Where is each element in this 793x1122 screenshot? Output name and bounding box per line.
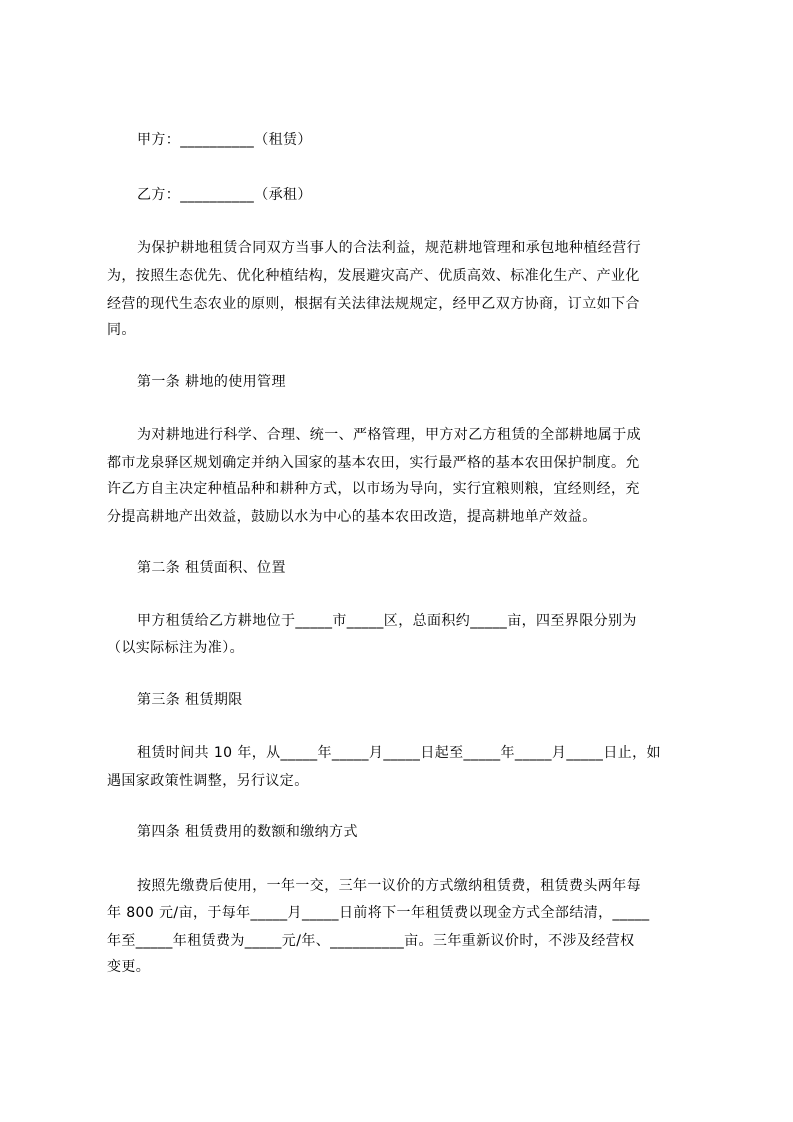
article-2-line: 甲方租赁给乙方耕地位于_____市_____区，总面积约_____亩，四至界限分别为	[137, 613, 637, 629]
article-1-line: 许乙方自主决定种植品种和耕种方式，以市场为导向，实行宜粮则粮，宜经则经，充	[107, 481, 640, 497]
article-4-heading: 第四条 租赁费用的数额和缴纳方式	[137, 824, 358, 840]
article-4-line: 年至_____年租赁费为_____元/年、__________亩。三年重新议价时，不涉及经营权	[107, 933, 635, 949]
article-1-line: 分提高耕地产出效益，鼓励以水为中心的基本农田改造，提高耕地单产效益。	[107, 509, 597, 525]
preamble-line: 经营的现代生态农业的原则，根据有关法律法规规定，经甲乙双方协商，订立如下合	[107, 296, 640, 312]
article-4-line: 按照先缴费后使用，一年一交，三年一议价的方式缴纳租赁费，租赁费头两年每	[137, 878, 641, 894]
article-3-line: 租赁时间共 10 年，从_____年_____月_____日起至_____年_____月_____日止，如	[137, 745, 661, 761]
preamble-line: 为保护耕地租赁合同双方当事人的合法利益，规范耕地管理和承包地种植经营行	[137, 240, 641, 256]
article-1-heading: 第一条 耕地的使用管理	[137, 374, 286, 390]
party-b-line: 乙方：__________（承租）	[137, 187, 312, 203]
article-1-line: 为对耕地进行科学、合理、统一、严格管理，甲方对乙方租赁的全部耕地属于成	[137, 427, 641, 443]
preamble-line: 为，按照生态优先、优化种植结构，发展避灾高产、优质高效、标准化生产、产业化	[107, 268, 640, 284]
party-a-line: 甲方：__________（租赁）	[137, 132, 312, 148]
article-2-line: （以实际标注为准）。	[107, 640, 244, 656]
article-3-heading: 第三条 租赁期限	[137, 692, 243, 708]
article-4-line: 变更。	[107, 959, 151, 975]
article-3-line: 遇国家政策性调整，另行议定。	[107, 773, 309, 789]
article-1-line: 都市龙泉驿区规划确定并纳入国家的基本农田，实行最严格的基本农田保护制度。允	[107, 455, 640, 471]
article-4-line: 年 800 元/亩，于每年_____月_____日前将下一年租赁费以现金方式全部结清，_____	[107, 905, 650, 921]
article-2-heading: 第二条 租赁面积、位置	[137, 560, 286, 576]
preamble-line: 同。	[107, 322, 136, 338]
